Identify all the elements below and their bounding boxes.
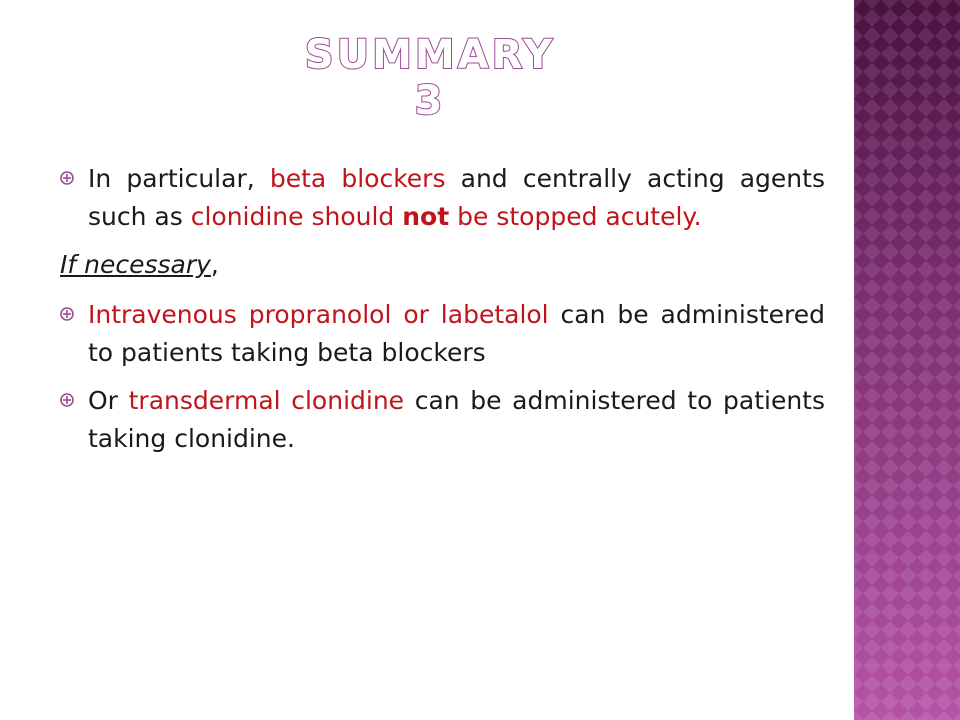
text-segment: can be administered to patients taking clonidine. [88,386,826,453]
condition-line [60,246,825,284]
text-segment-strong: not [402,202,450,231]
condition-label: If necessary [60,250,211,279]
slide-body [60,160,825,468]
text-segment: In particular, [88,164,270,193]
bullet-text-2 [88,300,825,367]
text-segment-emphasis: be stopped acutely. [449,202,702,231]
circle-bullet-icon [60,171,74,185]
text-segment-emphasis: beta blockers [269,164,446,193]
bullet-item-3 [60,382,825,458]
circle-bullet-icon [60,307,74,321]
text-segment: Or [88,386,129,415]
bullet-item-1 [60,160,825,236]
text-segment-emphasis: Intravenous propranolol or labetalol [88,300,549,329]
decorative-side-band [854,0,960,720]
slide-title: SUMMARY 3 [304,32,556,124]
text-segment: can be administered to patients taking beta blockers [88,300,826,367]
condition-suffix: , [210,250,219,279]
text-segment: and centrally acting agents such as [88,164,825,231]
circle-bullet-icon [60,393,74,407]
bullet-text-1 [88,164,825,231]
text-segment-emphasis: transdermal clonidine [128,386,405,415]
bullet-text-3 [88,386,825,453]
text-segment-emphasis: clonidine should [190,202,403,231]
bullet-item-2 [60,296,825,372]
